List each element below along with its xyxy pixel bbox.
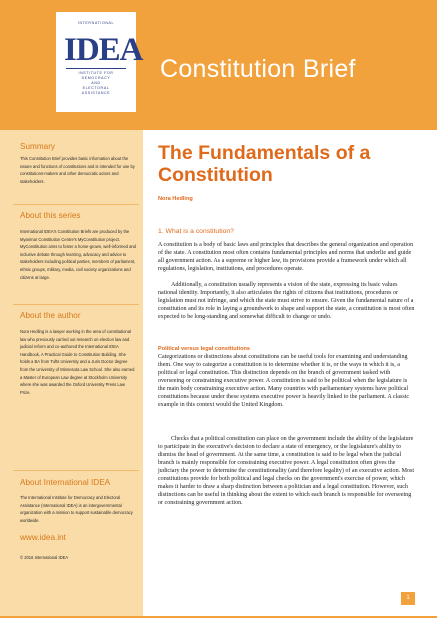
author-heading: About the author <box>20 311 81 320</box>
paragraph-4: Checks that a political constitution can place on the government include the ability of the legislature to participate in the executive's decision to declare a state of emergency, or the legislature's ability to dismiss the head of government. At the same time, a constitution is said to be legal when the judicial branch is mainly responsible for constraining executive power. A legal constitution often gives the judiciary the power to determine the constitutionality (and therefore legality) of an executive action. Most constitutions provide for both political and legal checks on the government's exercise of power, which makes it harder to draw a sharp distinction between a politician and a legal constitution. However, such distinctions can be useful in thinking about the extent to which each branch is responsible for overseeing or constraining government action. <box>158 436 415 506</box>
section-heading: 1. What is a constitution? <box>158 228 234 235</box>
logo-line-4: ELECTORAL <box>82 86 110 90</box>
logo-line-1: INSTITUTE FOR <box>78 71 114 75</box>
header-band <box>0 0 437 130</box>
logo-divider <box>66 68 126 69</box>
summary-text: This Constitution Brief provides basic information about the nature and functions of constitutions and is intended for use by constitutions-makers and other democratic actors and stakeholders. <box>20 156 135 184</box>
brief-title: Constitution Brief <box>160 55 356 83</box>
article-title: The Fundamentals of a Constitution <box>158 142 371 186</box>
idea-heading: About International IDEA <box>20 478 111 487</box>
sidebar-divider <box>13 470 139 471</box>
logo-top-text: INTERNATIONAL <box>77 21 115 25</box>
website-link[interactable]: www.idea.int <box>20 533 66 542</box>
sidebar-divider <box>13 304 139 305</box>
idea-logo <box>56 12 143 112</box>
subheading: Political versus legal constitutions <box>158 346 251 352</box>
paragraph-1: A constitution is a body of basic laws and principles that describes the general organization and operation of the state. A constitution most often contains fundamental principles and norms that underlie and guide all government action. As a supreme or higher law, its provisions provide a framework under which all regulations, legislation, institutions, and procedures operate. <box>158 242 414 272</box>
logo-name: IDEA <box>64 32 143 68</box>
summary-heading: Summary <box>20 142 56 151</box>
publication-date: October 2016 <box>370 117 415 124</box>
paragraph-3: Categorizations or distinctions about constitutions can be useful tools for examining and understanding them. One way to categorize a constitution is to determine whether it is, or the ways in which it is, a political or legal constitution. This distinction depends on the branch of government tasked with overseeing or constraining executive power. A constitution is said to be political when the legislature is the main body constraining executive action. Many countries with parliamentary systems have political constitutions because under these systems executive power is heavily linked to the parliament. A classic example in this context would the United Kingdom. <box>158 354 410 408</box>
article-author: Nora Hedling <box>158 196 193 202</box>
copyright: © 2016 International IDEA <box>20 555 69 560</box>
author-bio: Nora Hedling is a lawyer working in the area of constitutional law who previously carried out research on election law and judicial reform and co-authored the International IDEA Handbook, A Practical Guide to Constitution Building. She holds a BA from Tufts University and a Juris Doctor degree from the University of Minnesota Law School. She also earned a Master of European Law degree at Stockholm University where she was awarded the Oxford University Press Law Prize. <box>20 329 135 395</box>
series-text: International IDEA's Constitution Briefs are produced by the Myanmar Constitution Centre's MyConstitution project. MyConstitution aims to foster a home-grown, well-informed and inclusive debate through learning, advocacy and advice to stakeholders including political parties, members of parliament, ethnic groups, military, media, civil society organizations and citizens at large. <box>20 229 136 280</box>
sidebar-divider <box>13 204 139 205</box>
series-heading: About this series <box>20 211 81 220</box>
logo-line-5: ASSISTANCE <box>81 91 111 95</box>
logo-line-3: AND <box>91 81 101 85</box>
logo-line-2: DEMOCRACY <box>81 76 111 80</box>
paragraph-2: Additionally, a constitution usually represents a vision of the state, expressing its basic values national identity. Importantly, it also articulates the rights of citizens that institutions, procedures or legislation must not infringe, and which the state must strive to ensure. Given the fundamental nature of a constitution and its role in laying a groundwork to shape and support the state, a constitution is most often expected to be long-standing and somewhat difficult to change or undo. <box>158 282 415 320</box>
idea-text: The International Institute for Democracy and Electoral Assistance (International IDEA) is an intergovernmental organization with a mission to support sustainable democracy worldwide. <box>20 495 133 523</box>
sidebar <box>0 130 143 618</box>
page-number: 1 <box>401 592 415 605</box>
